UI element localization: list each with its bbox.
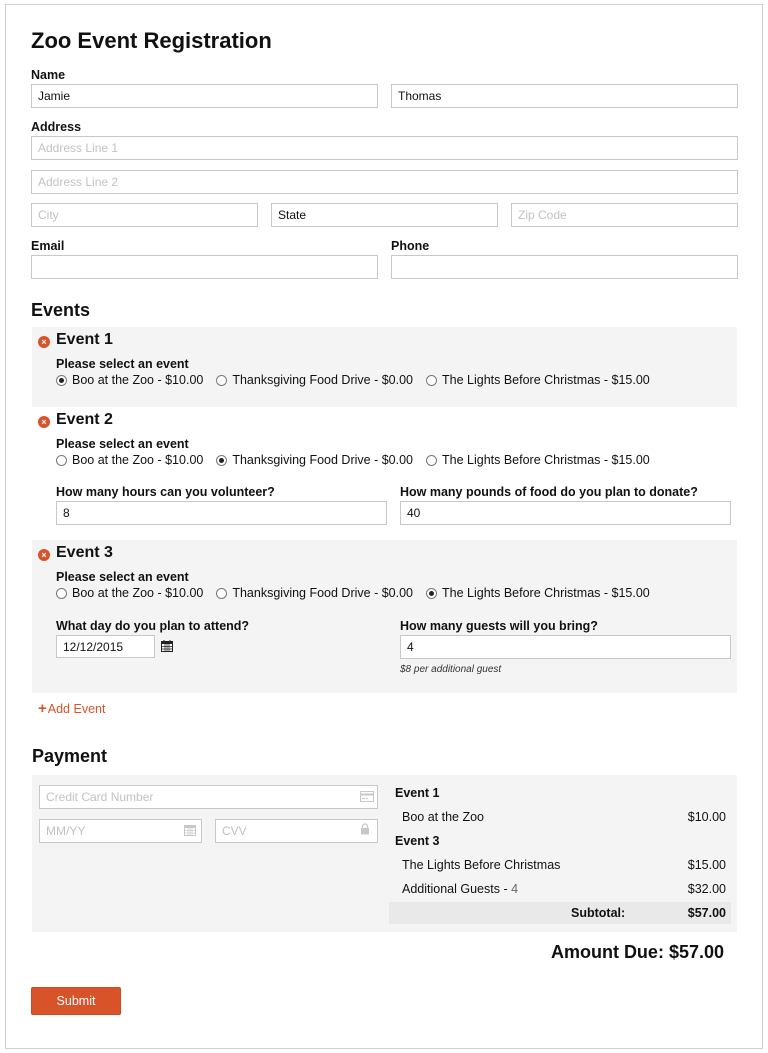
summary-guests-label: Additional Guests - <box>402 882 512 896</box>
event-3-panel <box>32 540 737 693</box>
summary-event-1-item: Boo at the Zoo <box>402 810 485 824</box>
radio-label: The Lights Before Christmas - $15.00 <box>442 453 650 467</box>
radio-thanksgiving-food-drive[interactable] <box>216 373 413 387</box>
plus-icon: + <box>38 700 47 717</box>
radio-label: Thanksgiving Food Drive - $0.00 <box>232 586 413 600</box>
volunteer-hours-label: How many hours can you volunteer? <box>56 485 275 499</box>
radio-label: Boo at the Zoo - $10.00 <box>72 373 204 387</box>
page-title: Zoo Event Registration <box>31 28 272 53</box>
radio-unchecked-icon[interactable] <box>216 588 227 599</box>
radio-boo-at-the-zoo[interactable] <box>56 453 203 467</box>
credit-card-icon <box>360 791 374 805</box>
summary-guests-price: $32.00 <box>687 882 726 896</box>
phone-label: Phone <box>391 239 430 253</box>
zip-input[interactable]: Zip Code <box>511 203 738 227</box>
cvv-input[interactable]: CVV <box>215 819 378 843</box>
radio-lights-before-christmas[interactable] <box>426 373 650 387</box>
last-name-input[interactable]: Thomas <box>391 84 738 108</box>
expiry-input[interactable]: MM/YY <box>39 819 202 843</box>
radio-checked-icon[interactable] <box>56 375 67 386</box>
address-label: Address <box>31 120 82 134</box>
payment-heading: Payment <box>32 746 108 766</box>
radio-thanksgiving-food-drive[interactable] <box>216 586 413 600</box>
radio-label: Boo at the Zoo - $10.00 <box>72 453 204 467</box>
summary-guests-count: 4 <box>511 882 519 896</box>
summary-event-1-price: $10.00 <box>687 810 726 824</box>
attend-day-datepicker[interactable]: 12/12/2015 <box>56 635 155 658</box>
summary-guests-item <box>402 882 518 896</box>
radio-boo-at-the-zoo[interactable] <box>56 373 203 387</box>
event-1-title: Event 1 <box>56 331 113 348</box>
event-2-title: Event 2 <box>56 411 113 428</box>
events-heading: Events <box>31 300 91 320</box>
guests-label: How many guests will you bring? <box>400 619 598 633</box>
event-3-title: Event 3 <box>56 544 113 561</box>
volunteer-hours-input[interactable]: 8 <box>56 501 387 525</box>
radio-boo-at-the-zoo[interactable] <box>56 586 203 600</box>
radio-label: The Lights Before Christmas - $15.00 <box>442 373 650 387</box>
add-event-link[interactable] <box>38 702 105 716</box>
radio-unchecked-icon[interactable] <box>426 455 437 466</box>
event-select-label: Please select an event <box>56 570 189 584</box>
radio-unchecked-icon[interactable] <box>216 375 227 386</box>
summary-event-3-title: Event 3 <box>395 834 440 848</box>
radio-label: Thanksgiving Food Drive - $0.00 <box>232 453 413 467</box>
radio-lights-before-christmas[interactable] <box>426 453 650 467</box>
radio-label: The Lights Before Christmas - $15.00 <box>442 586 650 600</box>
submit-button[interactable]: Submit <box>31 987 121 1015</box>
address-line2-input[interactable]: Address Line 2 <box>31 170 738 194</box>
event-1-radio-group <box>56 373 663 387</box>
radio-thanksgiving-food-drive[interactable] <box>216 453 413 467</box>
phone-input[interactable] <box>391 255 738 279</box>
state-select[interactable]: State <box>271 203 498 227</box>
amount-due: Amount Due: $57.00 <box>550 942 724 962</box>
remove-circle-icon[interactable]: × <box>38 416 50 428</box>
event-select-label: Please select an event <box>56 437 189 451</box>
credit-card-input[interactable]: Credit Card Number <box>39 785 378 809</box>
event-3-radio-group <box>56 586 663 600</box>
email-label: Email <box>31 239 65 253</box>
add-event-label: Add Event <box>47 702 106 716</box>
radio-unchecked-icon[interactable] <box>426 375 437 386</box>
calendar-icon <box>184 824 196 839</box>
summary-event-3-item: The Lights Before Christmas <box>402 858 561 872</box>
subtotal-label: Subtotal: <box>571 906 626 920</box>
city-input[interactable]: City <box>31 203 258 227</box>
event-2-panel <box>32 407 737 540</box>
summary-event-1-title: Event 1 <box>395 786 440 800</box>
attend-day-label: What day do you plan to attend? <box>56 619 250 633</box>
event-1-panel <box>32 327 737 407</box>
calendar-icon[interactable] <box>161 640 173 655</box>
food-pounds-input[interactable]: 40 <box>400 501 731 525</box>
radio-checked-icon[interactable] <box>426 588 437 599</box>
subtotal-row <box>389 902 731 924</box>
radio-unchecked-icon[interactable] <box>56 455 67 466</box>
radio-label: Boo at the Zoo - $10.00 <box>72 586 204 600</box>
radio-label: Thanksgiving Food Drive - $0.00 <box>232 373 413 387</box>
radio-unchecked-icon[interactable] <box>56 588 67 599</box>
address-line1-input[interactable]: Address Line 1 <box>31 136 738 160</box>
remove-circle-icon[interactable]: × <box>38 336 50 348</box>
lock-icon <box>360 823 370 838</box>
name-label: Name <box>31 68 66 82</box>
radio-lights-before-christmas[interactable] <box>426 586 650 600</box>
food-pounds-label: How many pounds of food do you plan to donate? <box>400 485 698 499</box>
subtotal-value: $57.00 <box>687 906 726 920</box>
email-input[interactable] <box>31 255 378 279</box>
guests-hint: $8 per additional guest <box>400 664 502 675</box>
first-name-input[interactable]: Jamie <box>31 84 378 108</box>
event-select-label: Please select an event <box>56 357 189 371</box>
event-2-radio-group <box>56 453 663 467</box>
remove-circle-icon[interactable]: × <box>38 549 50 561</box>
guests-input[interactable]: 4 <box>400 635 731 659</box>
radio-checked-icon[interactable] <box>216 455 227 466</box>
summary-event-3-price: $15.00 <box>687 858 726 872</box>
